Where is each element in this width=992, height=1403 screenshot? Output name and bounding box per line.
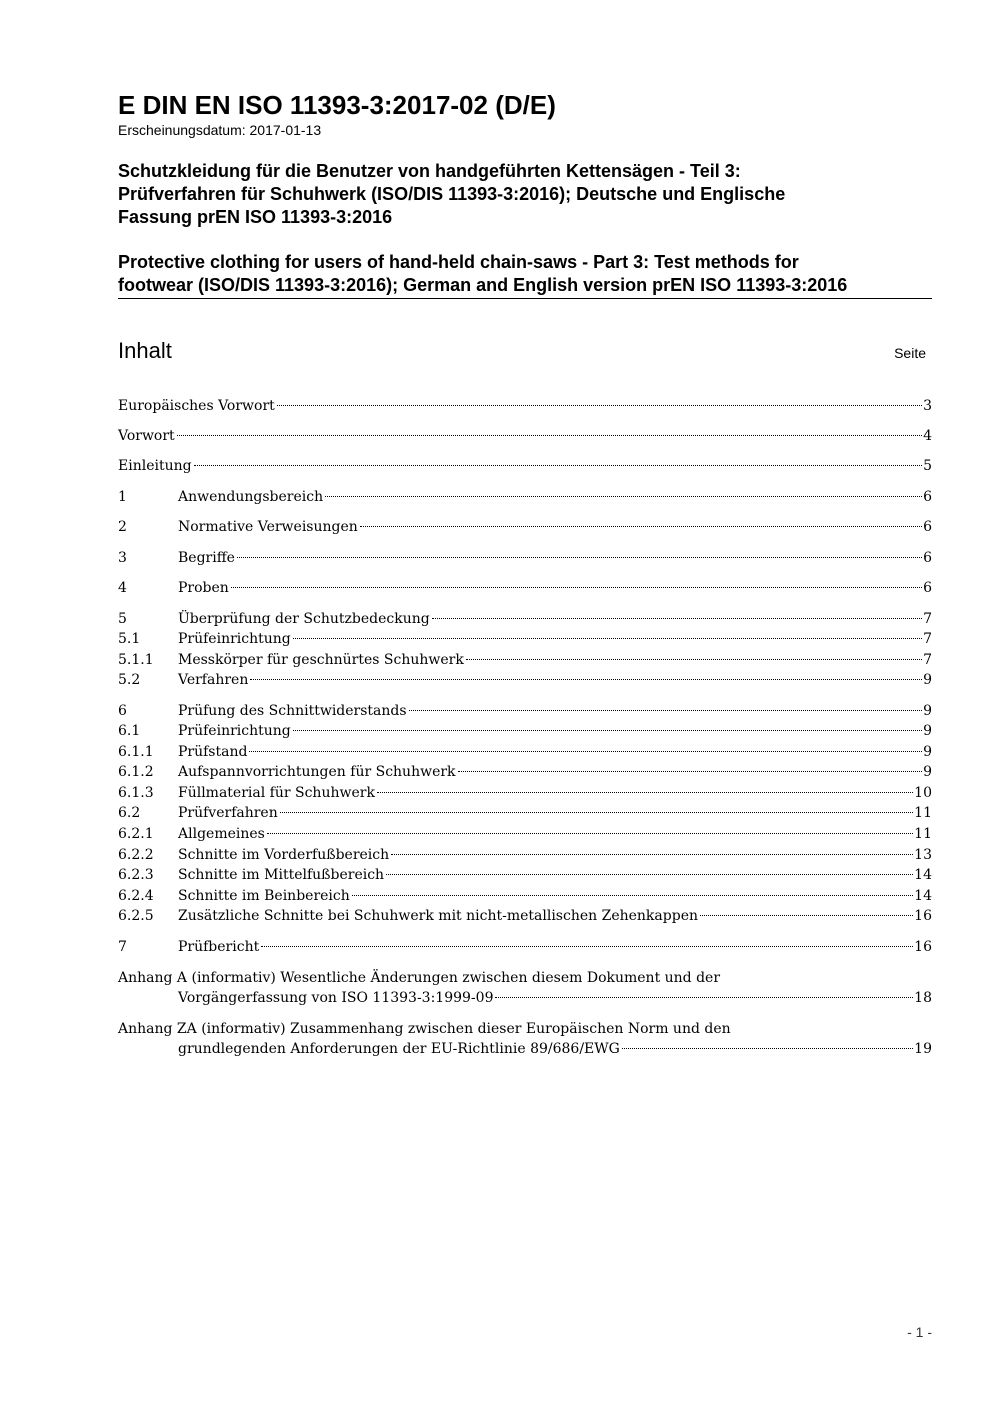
- toc-entry-label: Normative Verweisungen: [178, 519, 358, 535]
- toc-entry-page: 14: [914, 867, 932, 883]
- toc-annex-continuation: Vorgängerfassung von ISO 11393-3:1999-09: [178, 990, 494, 1006]
- toc-annex-entry[interactable]: [178, 1039, 932, 1059]
- toc-entry[interactable]: [118, 629, 932, 649]
- toc-entry-label: Zusätzliche Schnitte bei Schuhwerk mit nicht-metallischen Zehenkappen: [178, 908, 698, 924]
- toc-entry-number: 5.2: [118, 672, 141, 688]
- title-german-line: Prüfverfahren für Schuhwerk (ISO/DIS 11393-3:2016); Deutsche und Englische: [118, 184, 786, 204]
- toc-entry-number: 6.2.5: [118, 908, 154, 924]
- toc-entry-page: 9: [923, 764, 932, 780]
- toc-leader-dots: [293, 730, 922, 731]
- title-german-line: Fassung prEN ISO 11393-3:2016: [118, 207, 393, 227]
- toc-leader-dots: [622, 1048, 913, 1049]
- toc-leader-dots: [458, 771, 923, 772]
- toc-entry-label: Europäisches Vorwort: [118, 398, 275, 414]
- toc-entry-number: 6: [118, 703, 127, 719]
- toc-entry[interactable]: [118, 670, 932, 690]
- toc-leader-dots: [325, 496, 922, 497]
- toc-entry-label: Prüfstand: [178, 744, 248, 760]
- toc-entry-number: 2: [118, 519, 127, 535]
- toc-entry-number: 6.1.1: [118, 744, 154, 760]
- toc-entry-number: 6.2.1: [118, 826, 154, 842]
- toc-entry-label: Einleitung: [118, 458, 192, 474]
- toc-entry-label: Prüfung des Schnittwiderstands: [178, 703, 407, 719]
- page-number: - 1 -: [907, 1324, 932, 1340]
- toc-entry-label: Proben: [178, 580, 229, 596]
- toc-annex-title[interactable]: Anhang ZA (informativ) Zusammenhang zwischen dieser Europäischen Norm und den: [118, 1021, 731, 1037]
- toc-entry-label: Anwendungsbereich: [178, 489, 324, 505]
- toc-entry-number: 1: [118, 489, 127, 505]
- toc-entry-page: 16: [914, 939, 932, 955]
- toc-leader-dots: [194, 465, 923, 466]
- toc-entry-number: 6.2.2: [118, 847, 154, 863]
- toc-entry-label: Schnitte im Mittelfußbereich: [178, 867, 385, 883]
- toc-entry[interactable]: [118, 487, 932, 507]
- toc-entry-label: Begriffe: [178, 550, 235, 566]
- toc-entry-page: 9: [923, 703, 932, 719]
- toc-entry-number: 6.1.2: [118, 764, 154, 780]
- toc-leader-dots: [250, 679, 922, 680]
- release-date: Erscheinungsdatum: 2017-01-13: [118, 122, 322, 138]
- toc-entry-label: Schnitte im Beinbereich: [178, 888, 350, 904]
- toc-entry-page: 9: [923, 744, 932, 760]
- document-page: [118, 0, 932, 1403]
- toc-entry[interactable]: [118, 609, 932, 629]
- title-german-line: Schutzkleidung für die Benutzer von handgeführten Kettensägen - Teil 3:: [118, 161, 741, 181]
- contents-heading: Inhalt: [118, 338, 172, 363]
- toc-entry-label: Prüfeinrichtung: [178, 723, 291, 739]
- toc-leader-dots: [432, 618, 922, 619]
- toc-entry-number: 7: [118, 939, 127, 955]
- toc-entry[interactable]: [118, 578, 932, 598]
- toc-leader-dots: [261, 946, 913, 947]
- toc-entry-label: Schnitte im Vorderfußbereich: [178, 847, 390, 863]
- toc-entry[interactable]: [118, 762, 932, 782]
- toc-entry-number: 4: [118, 580, 127, 596]
- toc-leader-dots: [267, 833, 913, 834]
- toc-leader-dots: [466, 659, 922, 660]
- toc-entry-label: Vorwort: [118, 428, 175, 444]
- toc-annex-page: 18: [914, 990, 932, 1006]
- document-id: E DIN EN ISO 11393-3:2017-02 (D/E): [118, 90, 556, 120]
- toc-entry-page: 5: [923, 458, 932, 474]
- toc-entry-page: 6: [923, 519, 932, 535]
- toc-entry-page: 6: [923, 489, 932, 505]
- toc-leader-dots: [386, 874, 913, 875]
- toc-entry[interactable]: [118, 783, 932, 803]
- toc-entry-page: 11: [914, 826, 932, 842]
- toc-entry-label: Messkörper für geschnürtes Schuhwerk: [178, 652, 464, 668]
- toc-entry[interactable]: [118, 937, 932, 957]
- toc-entry[interactable]: [118, 701, 932, 721]
- toc-entry[interactable]: [118, 517, 932, 537]
- toc-annex-title[interactable]: Anhang A (informativ) Wesentliche Änderungen zwischen diesem Dokument und der: [118, 970, 721, 986]
- toc-entry-label: Verfahren: [178, 672, 249, 688]
- toc-entry-number: 5.1: [118, 631, 141, 647]
- page-column-heading: Seite: [894, 345, 926, 361]
- toc-entry-number: 6.2: [118, 805, 141, 821]
- toc-entry-number: 5: [118, 611, 127, 627]
- title-german: [118, 160, 932, 229]
- toc-leader-dots: [280, 812, 913, 813]
- toc-entry[interactable]: [118, 426, 932, 446]
- title-english-line: footwear (ISO/DIS 11393-3:2016); German and English version prEN ISO 11393-3:2016: [118, 275, 848, 295]
- toc-leader-dots: [177, 435, 922, 436]
- toc-annex-continuation: grundlegenden Anforderungen der EU-Richtlinie 89/686/EWG: [178, 1041, 620, 1057]
- toc-entry[interactable]: [118, 742, 932, 762]
- toc-entry-page: 7: [923, 652, 932, 668]
- toc-entry[interactable]: [118, 456, 932, 476]
- toc-entry-page: 9: [923, 672, 932, 688]
- toc-entry[interactable]: [118, 396, 932, 416]
- toc-entry-page: 9: [923, 723, 932, 739]
- toc-entry[interactable]: [118, 865, 932, 885]
- toc-entry-label: Füllmaterial für Schuhwerk: [178, 785, 375, 801]
- toc-entry-page: 3: [923, 398, 932, 414]
- toc-entry-label: Allgemeines: [178, 826, 265, 842]
- toc-entry-label: Prüfverfahren: [178, 805, 278, 821]
- toc-leader-dots: [700, 915, 913, 916]
- toc-entry-page: 10: [914, 785, 932, 801]
- toc-entry[interactable]: [118, 845, 932, 865]
- toc-entry-page: 16: [914, 908, 932, 924]
- toc-leader-dots: [391, 854, 913, 855]
- toc-entry-label: Prüfbericht: [178, 939, 260, 955]
- toc-entry-page: 6: [923, 580, 932, 596]
- toc-entry-number: 6.2.3: [118, 867, 154, 883]
- toc-entry-number: 6.1.3: [118, 785, 154, 801]
- toc-entry-page: 4: [923, 428, 932, 444]
- toc-leader-dots: [237, 557, 922, 558]
- toc-entry-page: 11: [914, 805, 932, 821]
- toc-entry[interactable]: [118, 906, 932, 926]
- toc-entry-page: 7: [923, 611, 932, 627]
- title-english: [118, 251, 932, 297]
- toc-entry-page: 14: [914, 888, 932, 904]
- toc-entry-number: 3: [118, 550, 127, 566]
- toc-leader-dots: [293, 638, 922, 639]
- toc-entry[interactable]: [118, 548, 932, 568]
- toc-entry-page: 13: [914, 847, 932, 863]
- toc-leader-dots: [277, 405, 922, 406]
- toc-entry-number: 5.1.1: [118, 652, 154, 668]
- toc-entry-label: Überprüfung der Schutzbedeckung: [178, 611, 430, 627]
- toc-entry[interactable]: [118, 824, 932, 844]
- title-english-line: Protective clothing for users of hand-held chain-saws - Part 3: Test methods for: [118, 252, 799, 272]
- toc-leader-dots: [352, 895, 913, 896]
- toc-leader-dots: [495, 997, 913, 998]
- toc-entry[interactable]: [118, 803, 932, 823]
- toc-leader-dots: [409, 710, 923, 711]
- toc-leader-dots: [377, 792, 913, 793]
- toc-annex-page: 19: [914, 1041, 932, 1057]
- toc-entry-label: Prüfeinrichtung: [178, 631, 291, 647]
- toc-entry-page: 7: [923, 631, 932, 647]
- toc-entry[interactable]: [118, 886, 932, 906]
- toc-entry[interactable]: [118, 650, 932, 670]
- toc-entry-page: 6: [923, 550, 932, 566]
- toc-leader-dots: [360, 526, 922, 527]
- title-divider: [118, 298, 932, 299]
- toc-entry[interactable]: [118, 721, 932, 741]
- toc-annex-entry[interactable]: [178, 988, 932, 1008]
- toc-leader-dots: [231, 587, 922, 588]
- toc-entry-number: 6.2.4: [118, 888, 154, 904]
- toc-entry-number: 6.1: [118, 723, 141, 739]
- toc-entry-label: Aufspannvorrichtungen für Schuhwerk: [178, 764, 456, 780]
- toc-leader-dots: [249, 751, 922, 752]
